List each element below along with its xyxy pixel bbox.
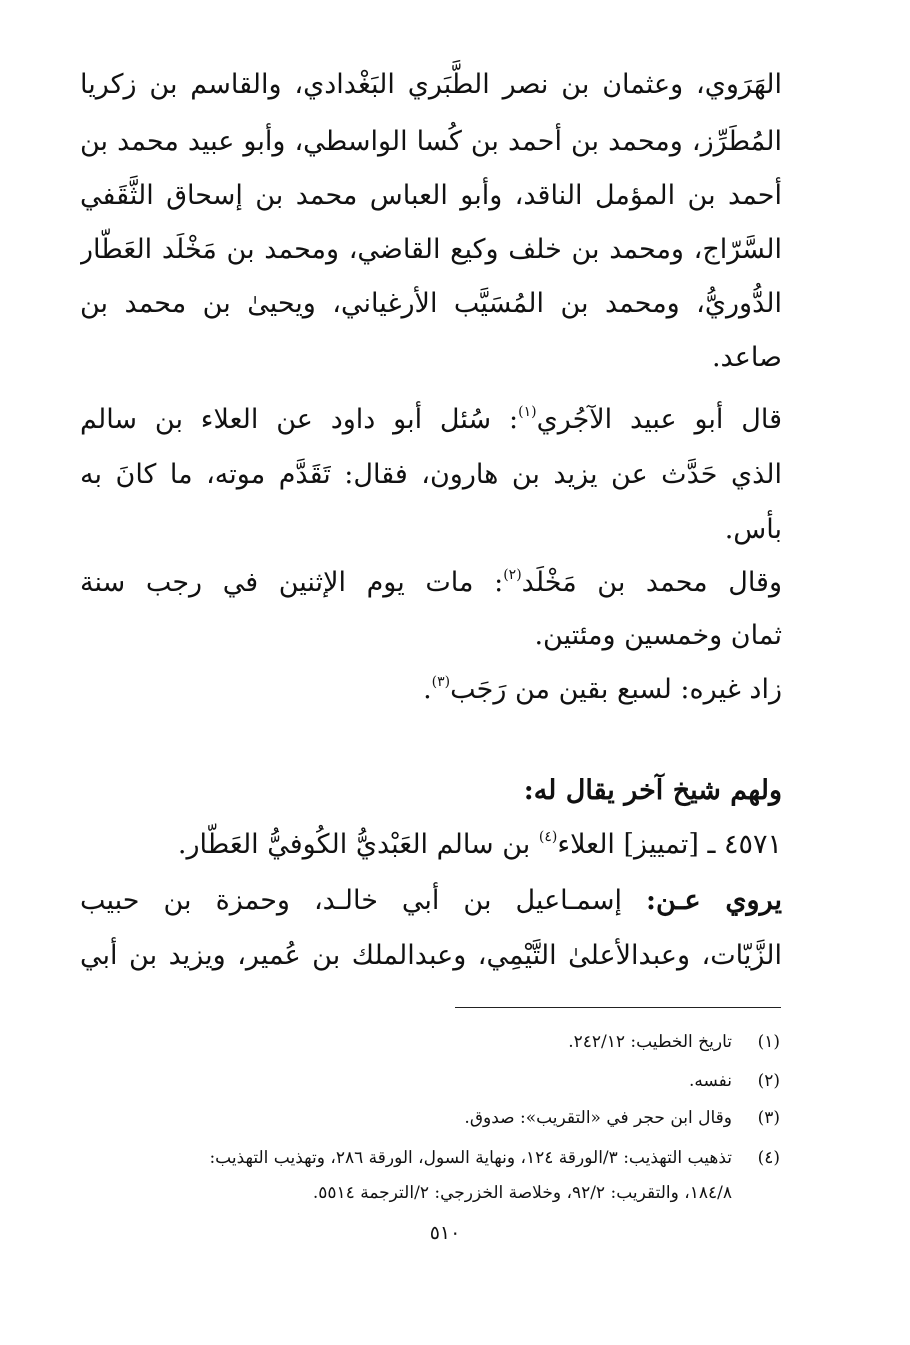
page-number: ٥١٠ [429, 1222, 461, 1244]
quote-line [80, 392, 782, 448]
footnote-4 [80, 1143, 780, 1173]
quote-text: قال أبو عبيد الآجُري [536, 404, 782, 435]
footnote-number: (٣) [757, 1108, 780, 1128]
footnote-text: نفسه. [688, 1071, 732, 1091]
quote-line: ثمان وخمسين ومئتين. [534, 620, 782, 651]
body-line: الهَرَوي، وعثمان بن نصر الطَّبَري البَغْدادي، والقاسم بن زكريا [80, 69, 782, 100]
footnote-ref-2: (٢) [503, 567, 522, 583]
quote-line [80, 662, 782, 718]
entry-number: ٤٥٧١ ـ [تمييز] العلاء [557, 829, 782, 860]
footnote-number: (٢) [757, 1071, 780, 1091]
footnote-text: وقال ابن حجر في «التقريب»: صدوق. [464, 1108, 732, 1128]
body-line: أحمد بن المؤمل الناقد، وأبو العباس محمد بن إسحاق الثَّقَفي [80, 180, 782, 211]
narrators-label: يروي عـن: [646, 885, 782, 916]
quote-text: وقال محمد بن مَخْلَد [521, 567, 782, 598]
narrators-line: الزَّيّات، وعبدالأعلىٰ التَّيْمِي، وعبدالملك بن عُمير، ويزيد بن أبي [80, 940, 782, 971]
footnote-text: تاريخ الخطيب: ٢٤٢/١٢. [568, 1032, 732, 1052]
footnote-2 [80, 1066, 780, 1096]
entry-title [80, 817, 782, 873]
quote-text: : سُئل أبو داود عن العلاء بن سالم [80, 404, 519, 435]
quote-text: : مات يوم الإثنين في رجب سنة [80, 567, 504, 598]
footnote-separator [455, 1007, 781, 1008]
footnote-1 [80, 1027, 780, 1057]
quote-text: . [423, 674, 432, 705]
body-line: المُطَرِّز، ومحمد بن أحمد بن كُسا الواسطي، وأبو عبيد محمد بن [80, 126, 782, 157]
footnote-3 [80, 1103, 780, 1133]
quote-line [80, 555, 782, 611]
body-line: صاعد. [711, 342, 782, 373]
narrators-text: إسمـاعيل بن أبي خالـد، وحمزة بن حبيب [80, 885, 647, 916]
footnote-number: (٤) [757, 1148, 780, 1168]
body-line: السَّرّاج، ومحمد بن خلف وكيع القاضي، ومحمد بن مَخْلَد العَطّار [80, 234, 782, 265]
quote-line: الذي حَدَّث عن يزيد بن هارون، فقال: تَقَدَّم موته، ما كانَ به [80, 459, 782, 490]
quote-line: بأس. [724, 514, 782, 545]
section-heading: ولهم شيخ آخر يقال له: [523, 775, 782, 806]
footnote-number: (١) [757, 1032, 780, 1052]
narrators-line [80, 873, 782, 929]
footnote-text: تذهيب التهذيب: ٣/الورقة ١٢٤، ونهاية السول، الورقة ٢٨٦، وتهذيب التهذيب: [209, 1148, 732, 1168]
footnote-ref-4: (٤) [538, 829, 558, 845]
body-line: الدُّوريُّ، ومحمد بن المُسَيَّب الأرغياني، ويحيىٰ بن محمد بن [80, 288, 782, 319]
footnote-ref-3: (٣) [431, 674, 451, 690]
entry-name: بن سالم العَبْديُّ الكُوفيُّ العَطّار. [177, 829, 539, 860]
quote-text: زاد غيره: لسبع بقين من رَجَب [450, 674, 782, 705]
footnote-4-continued: ١٨٤/٨، والتقريب: ٩٢/٢، وخلاصة الخزرجي: ٢/الترجمة ٥٥١٤. [312, 1183, 732, 1203]
footnote-ref-1: (١) [518, 404, 537, 420]
